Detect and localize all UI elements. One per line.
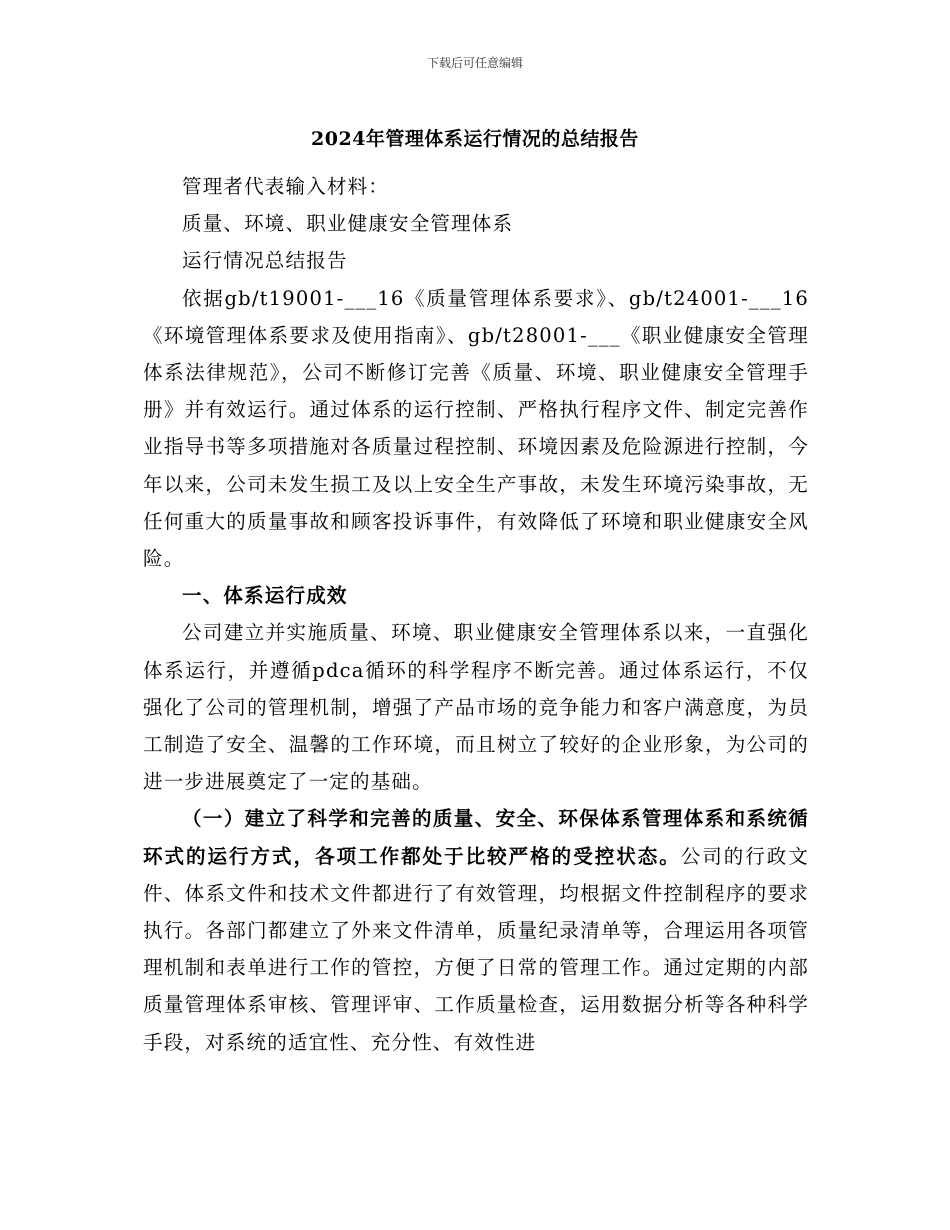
intro-line-2: 质量、环境、职业健康安全管理体系 [182,212,514,236]
subsection-1-text: 公司的行政文件、体系文件和技术文件都进行了有效管理，均根据文件控制程序的要求执行。各部门都建立了外来文件清单，质量纪录清单等，合理运用各项管理机制和表单进行工作的管控，方便了日常的管理工作。通过定期的内部质量管理体系审核、管理评审、工作质量检查，运用数据分析等各种科学手段，对系统的适宜性、充分性、有效性进 [143,844,809,1054]
paragraph-basis: 依据gb/t19001-___16《质量管理体系要求》、gb/t24001-___16《环境管理体系要求及使用指南》、gb/t28001-___《职业健康安全管理体系法律规范》，公司不断修订完善《质量、环境、职业健康安全管理手册》并有效运行。通过体系的运行控制、严格执行程序文件、制定完善作业指导书等多项措施对各质量过程控制、环境因素及危险源进行控制，今年以来，公司未发生损工及以上安全生产事故，未发生环境污染事故，无任何重大的质量事故和顾客投诉事件，有效降低了环境和职业健康安全风险。 [143,286,809,571]
intro-line-1: 管理者代表输入材料： [182,175,390,198]
subsection-1-lead: （一）建立了科学和完善的质量、安全、环保体系管理体系和系统循环式的运行方式，各项工作都处于比较严格的受控状态。 [143,807,809,868]
section-heading-1: 一、体系运行成效 [182,584,348,608]
paragraph-subsection-1 [143,800,809,1060]
paragraph-effects: 公司建立并实施质量、环境、职业健康安全管理体系以来，一直强化体系运行，并遵循pdca循环的科学程序不断完善。通过体系运行，不仅强化了公司的管理机制，增强了产品市场的竞争能力和客户满意度，为员工制造了安全、温馨的工作环境，而且树立了较好的企业形象，为公司的进一步进展奠定了一定的基础。 [143,621,809,794]
intro-line-3: 运行情况总结报告 [182,249,348,273]
document-body [143,168,809,1061]
header-note: 下载后可任意编辑 [426,56,523,70]
document-title: 2024年管理体系运行情况的总结报告 [311,128,639,150]
